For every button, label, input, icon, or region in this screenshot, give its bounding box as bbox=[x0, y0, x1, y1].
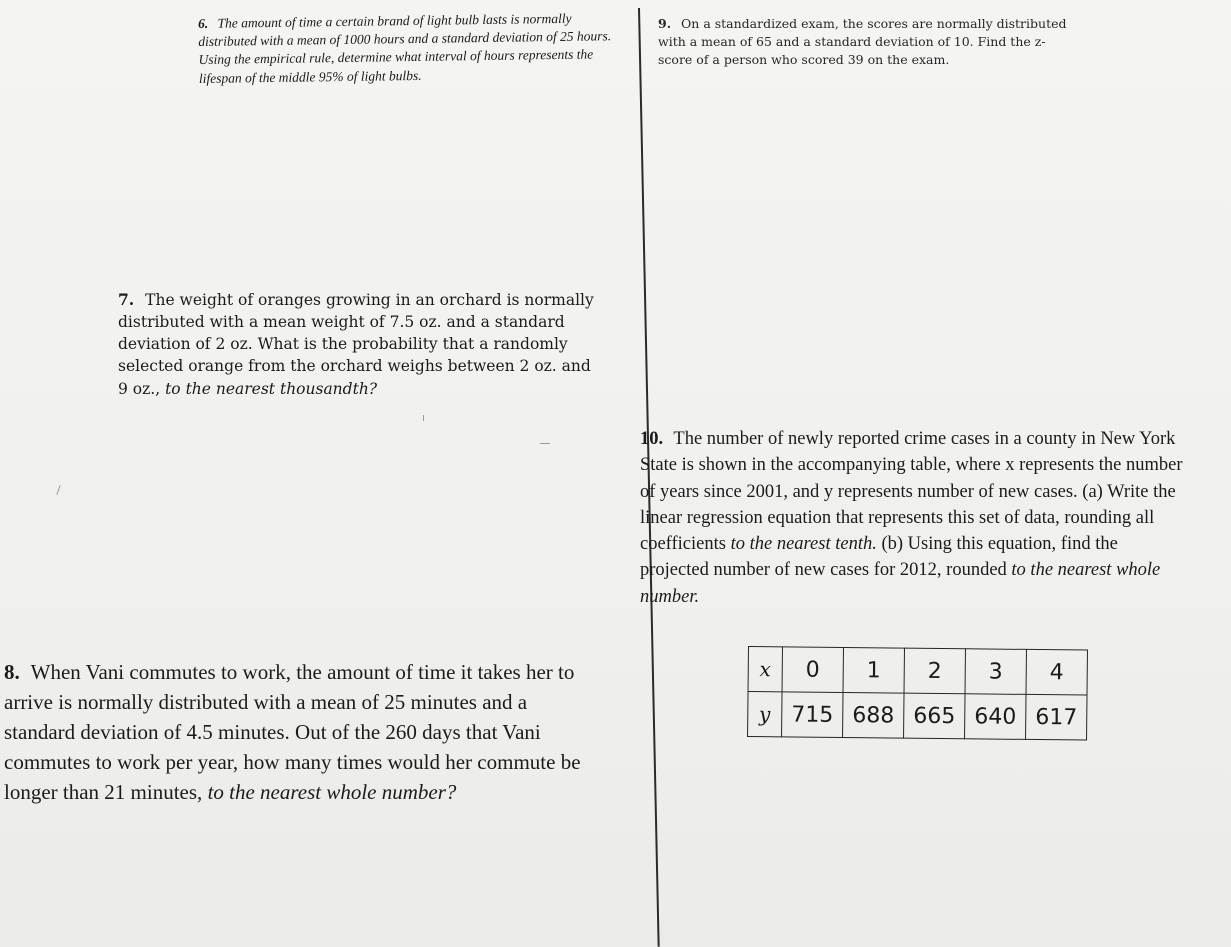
question-10-number: 10. bbox=[640, 429, 664, 449]
question-6 bbox=[198, 9, 619, 88]
question-10-text-b: (b) Using this equation, find the projected number of new cases for 2012, rounded bbox=[640, 534, 1118, 581]
table-row-x bbox=[748, 647, 1087, 696]
table-cell-y-0: 715 bbox=[782, 692, 843, 738]
question-7-number: 7. bbox=[118, 290, 135, 309]
table-cell-y-1: 688 bbox=[843, 692, 904, 738]
table-cell-x-4: 4 bbox=[1026, 649, 1087, 695]
table-cell-y-3: 640 bbox=[965, 694, 1026, 740]
question-9-number: 9. bbox=[658, 16, 672, 31]
question-8-number: 8. bbox=[4, 660, 20, 684]
table-cell-x-3: 3 bbox=[965, 649, 1026, 695]
question-7-italic-text: to the nearest thousandth? bbox=[165, 379, 378, 398]
stray-pencil-mark bbox=[540, 443, 550, 444]
question-8 bbox=[4, 657, 594, 807]
question-10 bbox=[640, 426, 1190, 610]
table-cell-x-2: 2 bbox=[904, 648, 965, 694]
table-row-y bbox=[748, 692, 1087, 741]
question-8-text: When Vani commutes to work, the amount of time it takes her to arrive is normally distributed with a mean of 25 minutes and a standard deviation of 4.5 minutes. Out of the 260 days that Vani commutes to work per year, how many times would her commute be longer than 21 minutes, bbox=[4, 660, 581, 805]
question-9 bbox=[658, 15, 1073, 69]
question-8-italic-text: to the nearest whole number? bbox=[207, 780, 457, 805]
table-cell-y-4: 617 bbox=[1026, 694, 1087, 740]
question-10-italic-text-2: to the nearest whole number. bbox=[640, 560, 1161, 607]
table-header-x: x bbox=[748, 647, 782, 692]
question-10-italic-text-1: to the nearest tenth. bbox=[730, 534, 877, 555]
question-6-text: The amount of time a certain brand of light bulb lasts is normally distributed with a mean of 1000 hours and a standard deviation of 25 hours. Using the empirical rule, determine what interval of hours represents the lifespan of the middle 95% of light bulbs. bbox=[198, 10, 612, 86]
stray-pencil-mark bbox=[56, 485, 60, 495]
question-7 bbox=[118, 289, 598, 400]
table-cell-x-1: 1 bbox=[843, 648, 904, 694]
data-table bbox=[747, 646, 1088, 741]
question-10-text-a: The number of newly reported crime cases in a county in New York State is shown in the accompanying table, where x represents the number of years since 2001, and y represents number of new cases. (a) Write the linear regression equation that represents this set of data, rounding all coefficients bbox=[640, 429, 1183, 555]
question-9-text: On a standardized exam, the scores are normally distributed with a mean of 65 and a standard deviation of 10. Find the z-score of a person who scored 39 on the exam. bbox=[658, 16, 1067, 68]
table-cell-y-2: 665 bbox=[904, 693, 965, 739]
table-cell-x-0: 0 bbox=[782, 647, 843, 693]
question-7-text: The weight of oranges growing in an orchard is normally distributed with a mean weight of 7.5 oz. and a standard deviation of 2 oz. What is the probability that a randomly selected orange from the orchard weighs between 2 oz. and 9 oz., bbox=[118, 291, 594, 398]
table-header-y: y bbox=[748, 692, 782, 737]
stray-pencil-mark bbox=[423, 415, 424, 421]
question-6-number: 6. bbox=[198, 15, 209, 31]
